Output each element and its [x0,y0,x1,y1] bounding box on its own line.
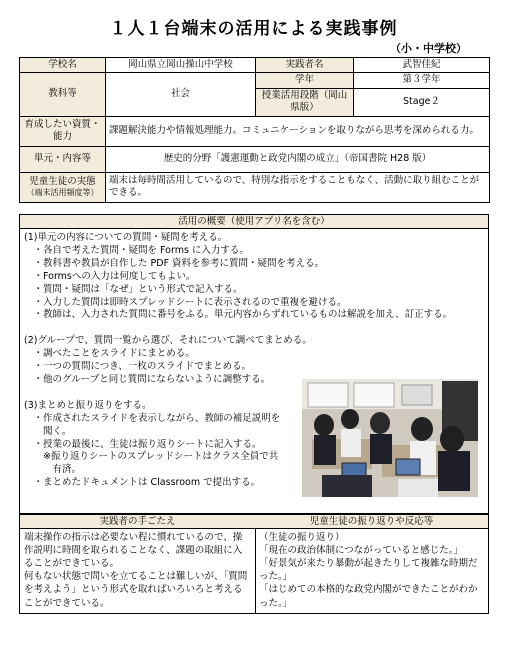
ability-label: 育成したい資質・能力 [20,116,106,146]
overview-line: (2)グループで、質問一覧から選び、それについて調べてまとめる。 [24,335,312,347]
overview-line: ※振り返りシートのスプレッドシートはクラス全員で共 [24,451,279,463]
ability-value: 課題解決能力や情報処理能力。コミュニケーションを取りながら思考を深められる力。 [106,116,490,146]
overview-line: (3)まとめと振り返りをする。 [24,399,152,411]
school-value: 岡山県立岡山操山中学校 [106,58,256,73]
unit-value: 歴史的分野「護憲運動と政党内閣の成立」（帝国書院 H28 版） [106,146,490,172]
overview-line: ・一つの質問につき、一枚のスライドでまとめる。 [24,361,252,373]
classroom-photo [302,379,478,497]
usage-label-cell [20,172,106,202]
teacher-value: 武智佳紀 [354,58,490,73]
school-label: 学校名 [20,58,106,73]
stage-label: 授業活用段階（岡山県版） [256,88,354,116]
overview-line: ・各自で考えた質問・疑問を Forms に入力する。 [24,244,249,256]
usage-sublabel: （端末活用頻度等） [26,188,99,198]
overview-line: ・質問・疑問は「なぜ」という形式で記入する。 [24,283,243,295]
overview-line: ・他のグループと同じ質問にならないように調整する。 [24,373,271,385]
overview-line [24,387,324,400]
subject-label: 教科等 [20,73,106,116]
usage-label: 児童生徒の実態 [29,175,96,187]
grade-value: 第３学年 [354,73,490,88]
overview-line: 聞く。 [24,425,72,437]
overview-line: 有済。 [24,464,82,476]
overview-line: ・作成されたスライドを表示しながら、教師の補足説明を [24,412,281,424]
overview-line: ・授業の最後に、生徒は振り返りシートに記入する。 [24,438,262,450]
grade-label: 学年 [256,73,354,88]
student-feedback-text: 「はじめての本格的な政党内閣ができたことがわかった。」 [259,584,478,609]
subject-value: 社会 [106,73,256,116]
student-feedback-text: （生徒の振り返り） [259,532,345,543]
teacher-label: 実践者名 [256,58,354,73]
teacher-feedback-heading: 実践者の手ごたえ [20,515,255,529]
overview-line: ・教科書や教員が自作した PDF 資料を参考に質問・疑問を考える。 [24,257,325,269]
overview-line: ・まとめたドキュメントは Classroom で提出する。 [24,477,261,489]
overview-line [24,322,324,335]
student-feedback-text: 「現在の政治体制につながっていると感じた。」 [259,545,464,557]
teacher-feedback [20,515,256,613]
overview-line: ・入力した質問は即時スプレッドシートに表示されるので重複を避ける。 [24,296,347,308]
overview-section [19,214,489,514]
overview-heading: 活用の概要（使用アプリ名を含む） [20,215,488,229]
info-table [19,57,490,203]
student-feedback [255,515,488,613]
overview-line: ・教師は、入力された質問に番号をふる。単元内容からずれているものは解説を加え、訂正する。 [24,309,453,321]
page-title: １人１台端末の活用による実践事例 [109,19,398,39]
teacher-feedback-text: 端末操作の指示は必要ない程に慣れているので、操作説明に時間を取られることなく、課題の取組に入ることができている。 [24,532,243,570]
overview-lines [24,232,453,490]
overview-line: ・調べたことをスライドにまとめる。 [24,348,195,360]
page-subtitle: （小・中学校） [390,42,467,55]
stage-value: Stage２ [354,88,490,116]
student-feedback-heading: 児童生徒の振り返りや反応等 [255,515,488,529]
overview-line: ・Formsへの入力は何度してもよい。 [24,270,196,282]
overview-line: (1)単元の内容についての質問・疑問を考える。 [24,232,228,243]
usage-value: 端末は毎時間活用しているので、特別な指示をすることもなく、活動に取り組むことができる。 [106,172,490,202]
feedback-section [19,514,489,614]
teacher-feedback-text: 何もない状態で問いを立てることは難しいが、「質問を考えよう」という形式を取ればいろいろと考えることができている。 [24,571,248,609]
unit-label: 単元・内容等 [20,146,106,172]
student-feedback-text: 「好景気が来たり暴動が起きたりして複雑な時期だった。」 [259,558,478,583]
